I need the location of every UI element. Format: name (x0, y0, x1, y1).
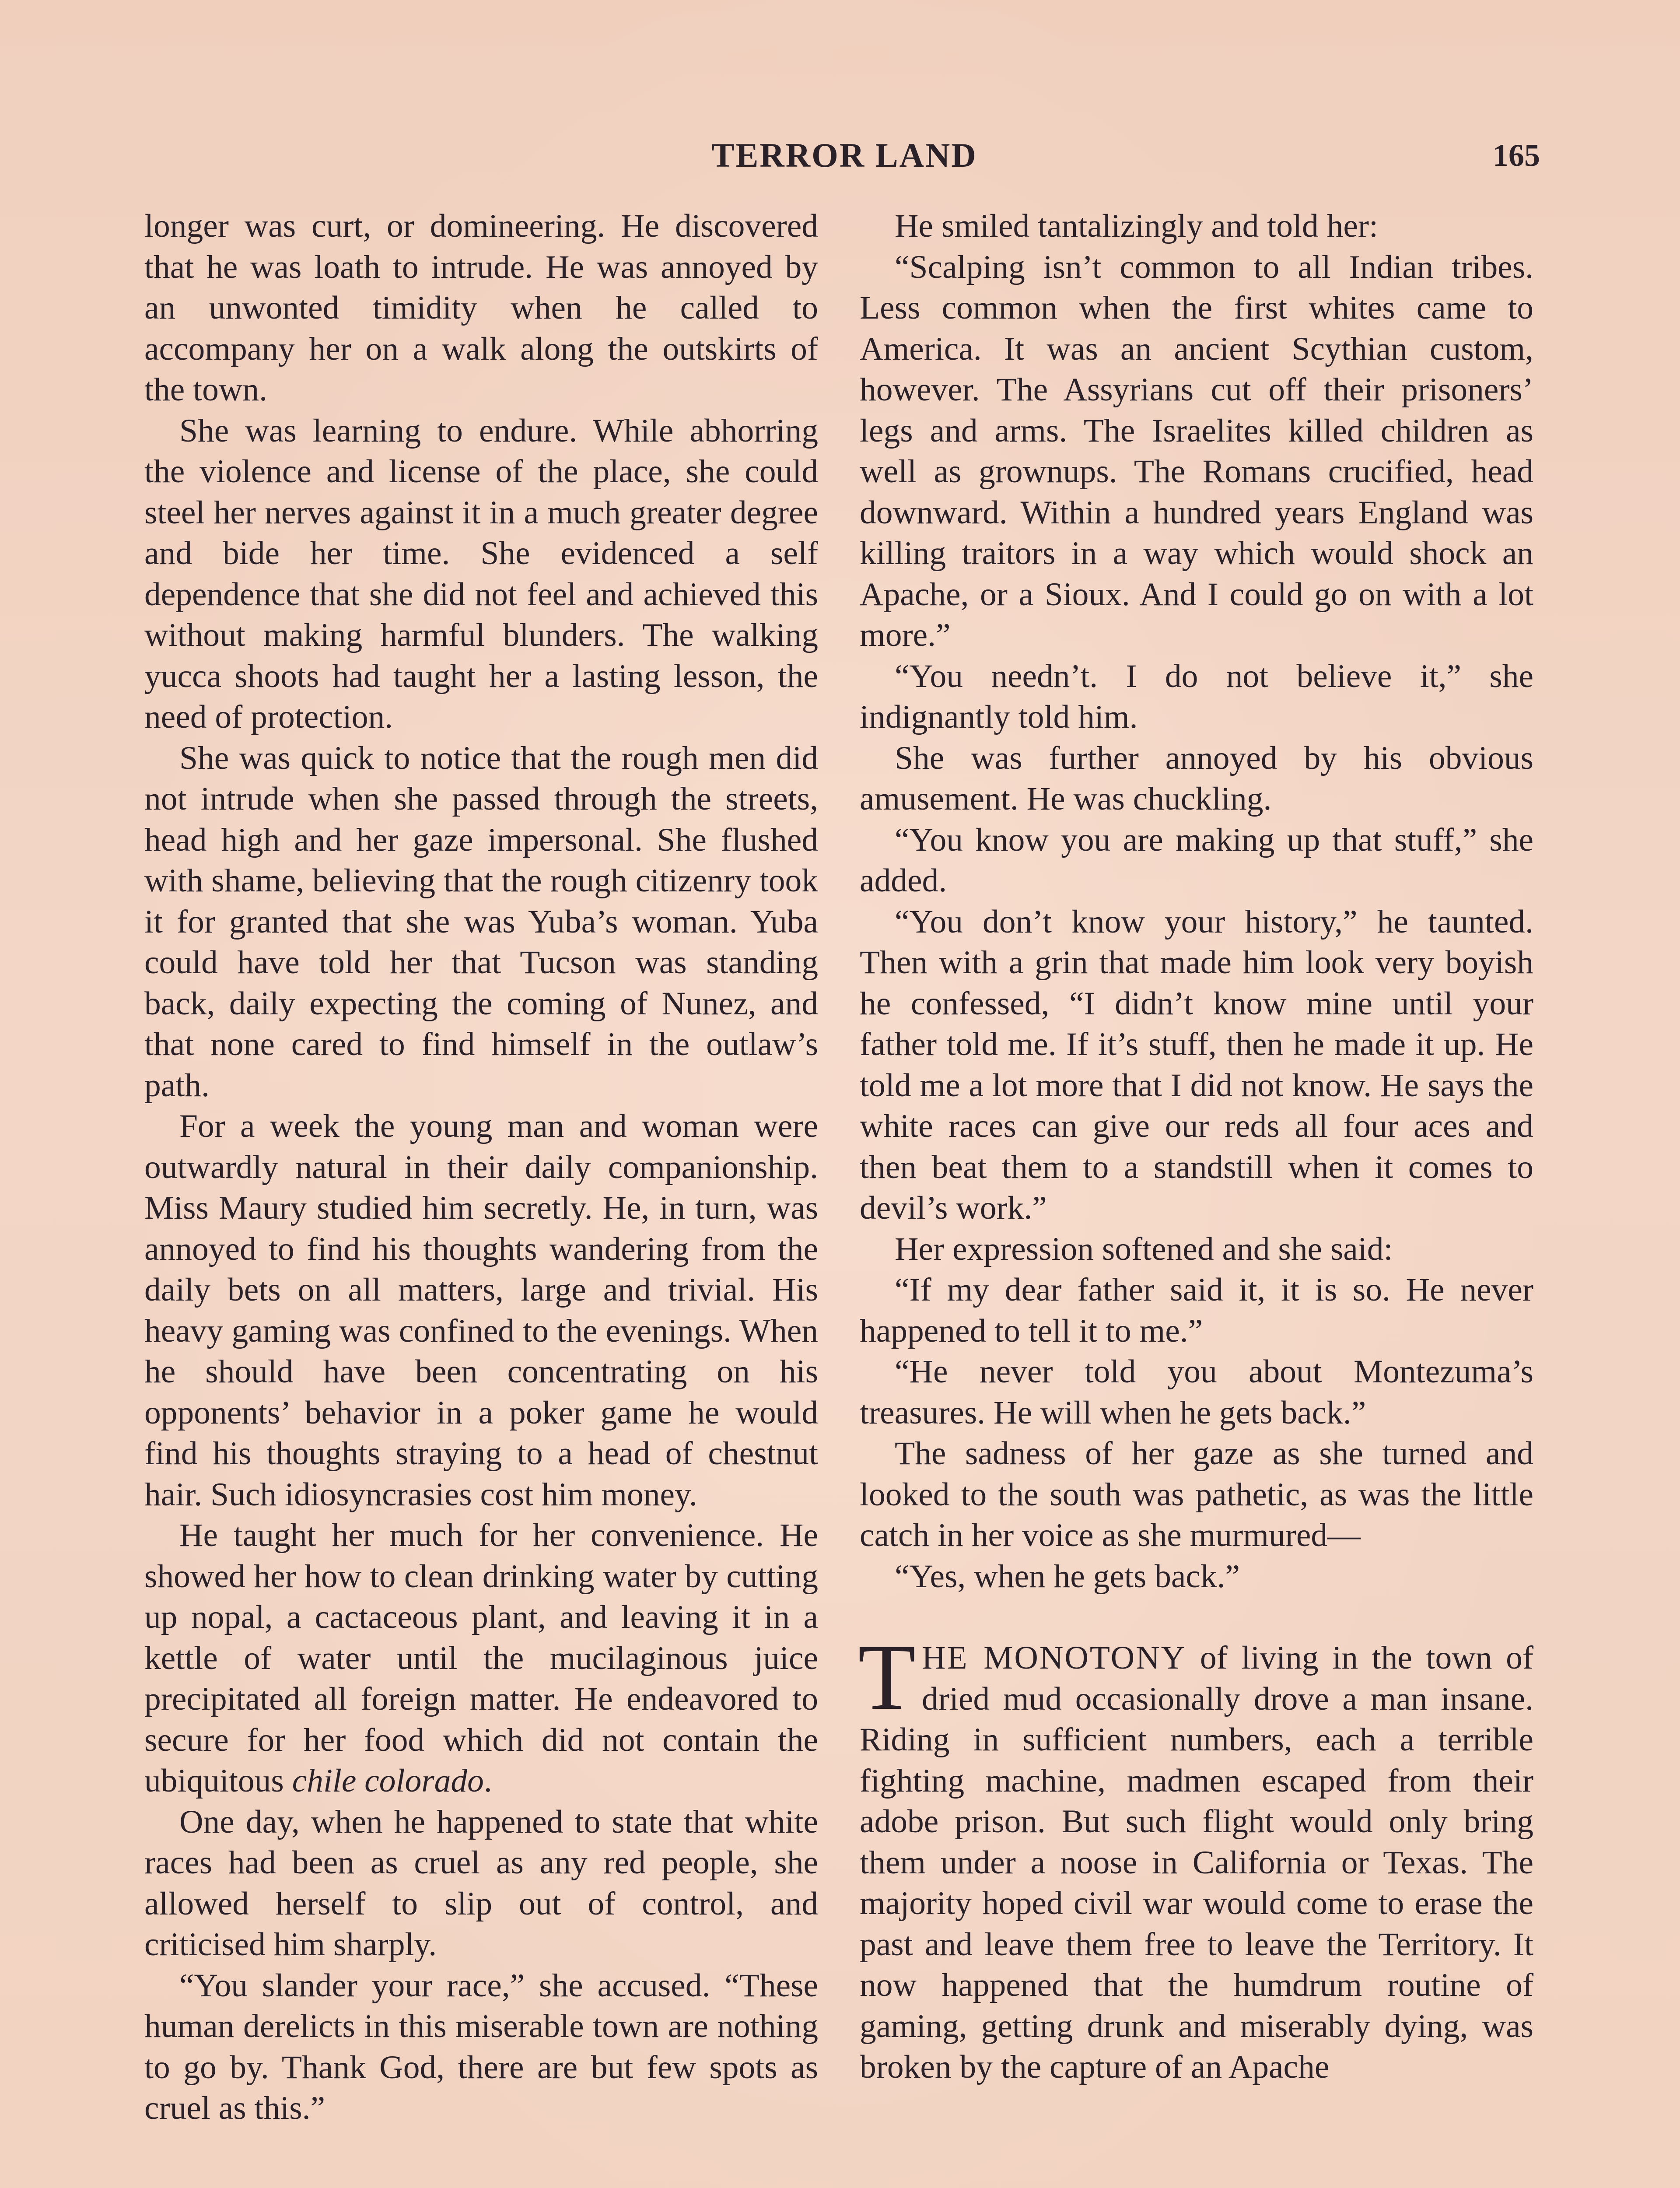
paragraph: “You slander your race,” she accused. “These human derelicts in this miserable town are nothing to go by. Thank God, there are but few spots as cruel as this.” (144, 1967, 818, 2126)
paragraph-text: He taught her much for her convenience. He showed her how to clean drinking water by cutting up nopal, a cactaceous plant, and leaving it in a kettle of water until the mucilaginous juice precipitated all foreign matter. He endeavored to secure for her food which did not contain the ubiquitous (144, 1517, 818, 1799)
section-break (860, 1597, 1533, 1637)
small-caps-lead: HE MONOTONY (921, 1640, 1186, 1676)
paragraph: He smiled tantalizingly and told her: (895, 208, 1378, 244)
paragraph: She was quick to notice that the rough men did not intrude when she passed through the streets, head high and her gaze impersonal. She flushed with shame, believing that the rough citizenry took it for granted that she was Yuba’s woman. Yuba could have told her that Tucson was standing back, daily expecting the coming of Nunez, and that none cared to find himself in the outlaw’s path. (144, 740, 818, 1104)
right-column (860, 206, 1533, 2088)
left-column (144, 206, 818, 2129)
paragraph: longer was curt, or domineering. He discovered that he was loath to intrude. He was annoyed by an unwonted timidity when he called to accompany her on a walk along the outskirts of the town. (144, 208, 818, 408)
paragraph-nopal (144, 1515, 818, 1802)
paragraph: “Scalping isn’t common to all Indian tribes. Less common when the first whites came to America. It was an ancient Scythian custom, however. The Assyrians cut off their prisoners’ legs and arms. The Israelites killed children as well as grownups. The Romans crucified, head downward. Within a hundred years England was killing traitors in a way which would shock an Apache, or a Sioux. And I could go on with a lot more.” (860, 249, 1533, 653)
paragraph: “If my dear father said it, it is so. He never happened to tell it to me.” (860, 1272, 1533, 1349)
page-number: 165 (1493, 138, 1540, 173)
paragraph: “You know you are making up that stuff,” she added. (860, 821, 1533, 899)
paragraph: “You don’t know your history,” he taunted. Then with a grin that made him look very boyish he confessed, “I didn’t know mine until your father told me. If it’s stuff, then he made it up. He told me a lot more that I did not know. He says the white races can give our reds all four aces and then beat them to a standstill when it comes to devil’s work.” (860, 903, 1533, 1226)
drop-cap: T (858, 1625, 916, 1729)
paragraph: Her expression softened and she said: (895, 1231, 1393, 1267)
paragraph: “Yes, when he gets back.” (895, 1558, 1240, 1595)
paragraph: For a week the young man and woman were outwardly natural in their daily companionship. Miss Maury studied him secretly. He, in turn, was annoyed to find his thoughts wandering from the daily bets on all matters, large and trivial. His heavy gaming was confined to the evenings. When he should have been concentrating on his opponents’ behavior in a poker game he would find his thoughts straying to a head of chestnut hair. Such idiosyncrasies cost him money. (144, 1108, 818, 1513)
paragraph: She was further annoyed by his obvious amusement. He was chuckling. (860, 740, 1533, 817)
paragraph: “He never told you about Montezuma’s treasures. He will when he gets back.” (860, 1353, 1533, 1431)
paragraph: The sadness of her gaze as she turned and looked to the south was pathetic, as was the little catch in her voice as she murmured— (860, 1435, 1533, 1553)
paragraph-text-end: . (483, 1763, 492, 1799)
running-title: TERROR LAND (711, 136, 977, 174)
paragraph: One day, when he happened to state that white races had been as cruel as any red people, she allowed herself to slip out of control, and criticised him sharply. (144, 1803, 818, 1963)
paragraph-text: of living in the town of dried mud occasionally drove a man insane. Riding in sufficient numbers, each a terrible fighting machine, madmen escaped from their adobe prison. But such flight would only bring them under a noose in California or Texas. The majority hoped civil war would come to erase the past and leave them free to leave the Territory. It now happened that the humdrum routine of gaming, getting drunk and miserably dying, was broken by the capture of an Apache (860, 1640, 1533, 2085)
paragraph: She was learning to endure. While abhorring the violence and license of the place, she could steel her nerves against it in a much greater degree and bide her time. She evidenced a self dependence that she did not feel and achieved this without making harmful blunders. The walking yucca shoots had taught her a lasting lesson, the need of protection. (144, 412, 818, 735)
paragraph: “You needn’t. I do not believe it,” she indignantly told him. (860, 658, 1533, 735)
running-header (149, 131, 1540, 179)
italic-phrase: chile colorado (292, 1763, 484, 1799)
section-opening-paragraph (858, 1625, 1533, 2088)
